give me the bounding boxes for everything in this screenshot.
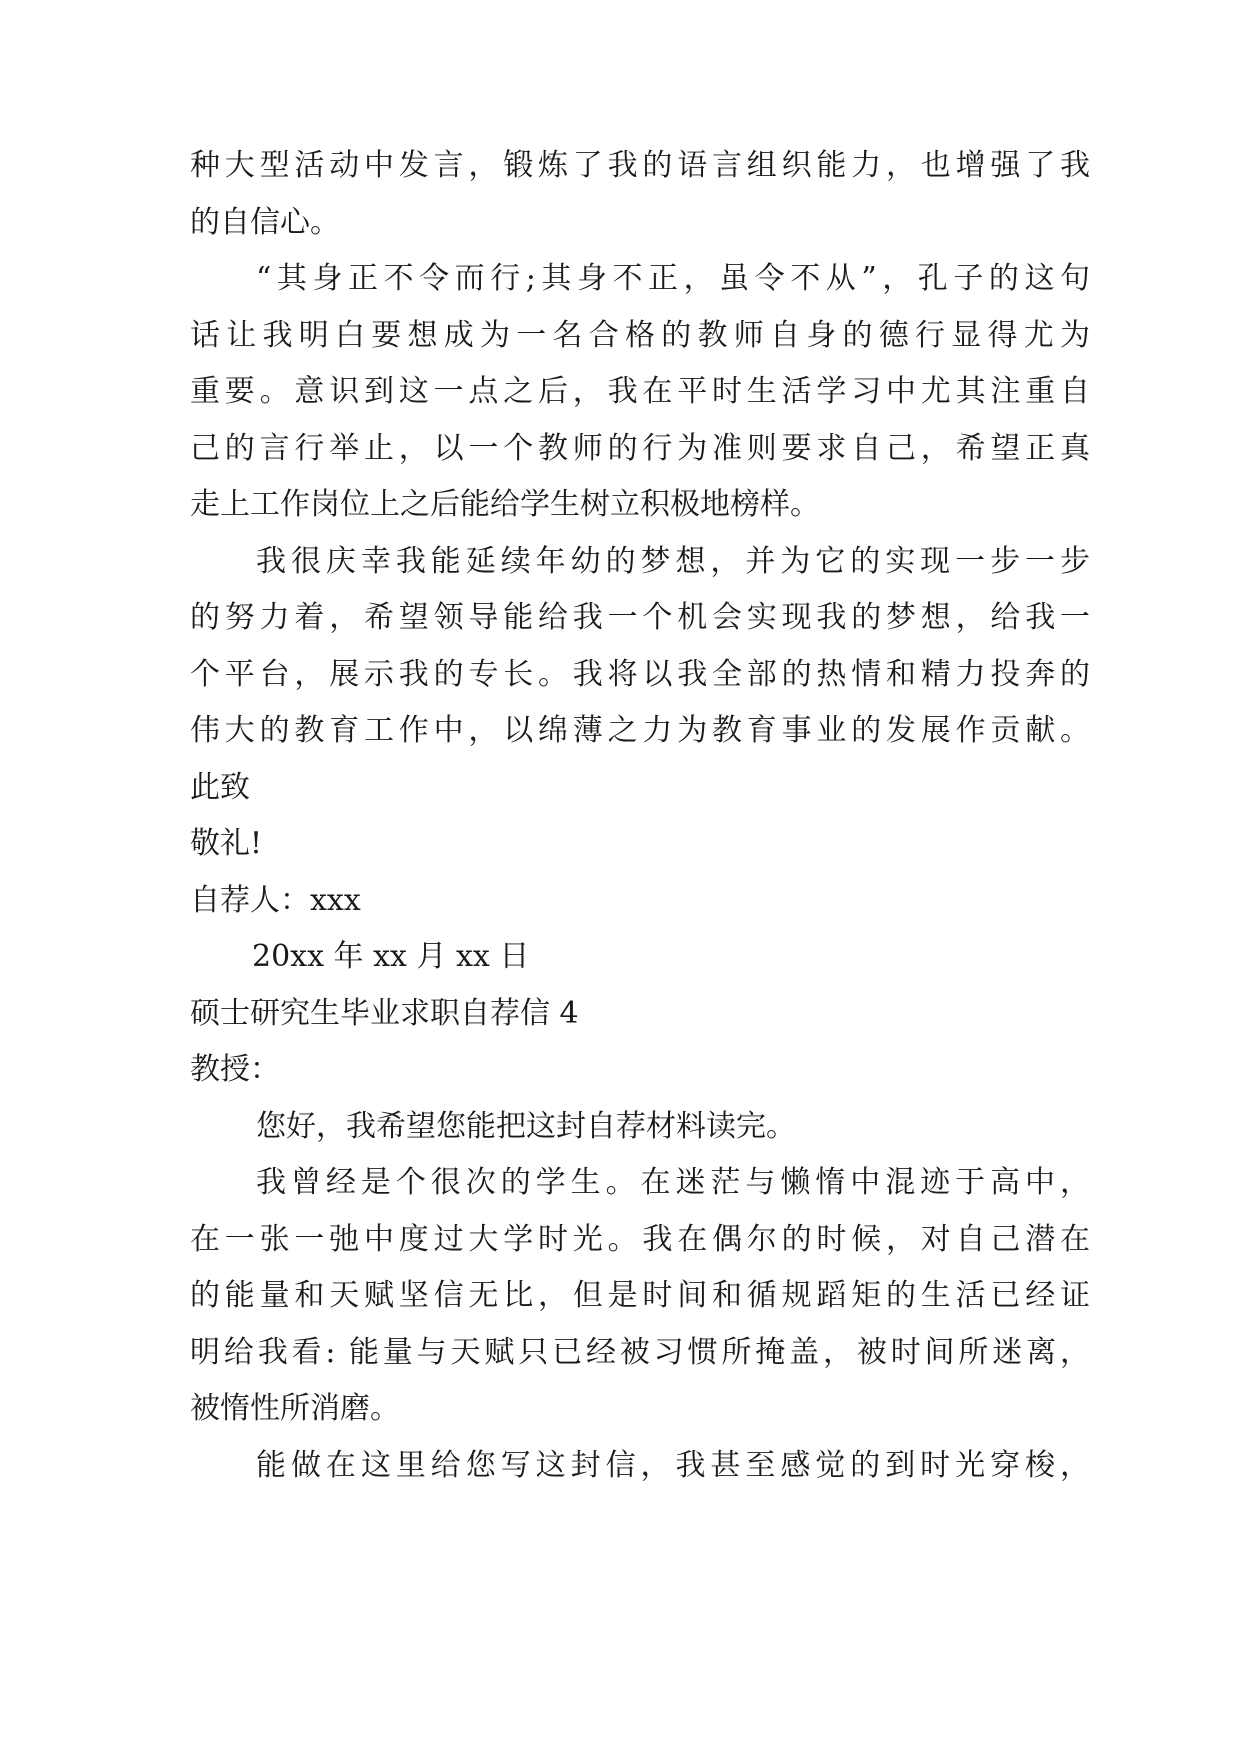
date-line: 20xx 年 xx 月 xx 日 xyxy=(252,939,530,974)
text-line-23: 被惰性所消磨。 xyxy=(190,1391,400,1426)
text-line-7: 走上工作岗位上之后能给学生树立积极地榜样。 xyxy=(190,487,820,522)
closing-line-2: 敬礼! xyxy=(190,826,263,861)
text-line-8: 我很庆幸我能延续年幼的梦想，并为它的实现一步一步 xyxy=(256,544,1090,579)
closing-line-1: 此致 xyxy=(190,770,250,805)
text-line-18: 您好，我希望您能把这封自荐材料读完。 xyxy=(256,1109,796,1144)
text-line-19: 我曾经是个很次的学生。在迷茫与懒惰中混迹于高中， xyxy=(256,1165,1090,1200)
text-line-20: 在一张一弛中度过大学时光。我在偶尔的时候，对自己潜在 xyxy=(190,1222,1090,1257)
text-line-24: 能做在这里给您写这封信，我甚至感觉的到时光穿梭， xyxy=(256,1448,1090,1483)
text-line-3: “其身正不令而行;其身不正，虽令不从”，孔子的这句 xyxy=(256,261,1090,296)
text-line-5: 重要。意识到这一点之后，我在平时生活学习中尤其注重自 xyxy=(190,374,1090,409)
salutation: 教授： xyxy=(190,1052,280,1087)
text-line-1: 种大型活动中发言，锻炼了我的语言组织能力，也增强了我 xyxy=(190,148,1090,183)
signature-line: 自荐人：xxx xyxy=(190,883,361,918)
text-line-2: 的自信心。 xyxy=(190,205,340,240)
text-line-6: 己的言行举止，以一个教师的行为准则要求自己，希望正真 xyxy=(190,431,1090,466)
text-line-10: 个平台，展示我的专长。我将以我全部的热情和精力投奔的 xyxy=(190,657,1090,692)
text-line-11: 伟大的教育工作中，以绵薄之力为教育事业的发展作贡献。 xyxy=(190,713,1090,748)
text-line-21: 的能量和天赋坚信无比，但是时间和循规蹈矩的生活已经证 xyxy=(190,1278,1090,1313)
section-title: 硕士研究生毕业求职自荐信 4 xyxy=(190,996,579,1031)
text-line-9: 的努力着，希望领导能给我一个机会实现我的梦想，给我一 xyxy=(190,600,1090,635)
text-line-4: 话让我明白要想成为一名合格的教师自身的德行显得尤为 xyxy=(190,318,1090,353)
text-line-22: 明给我看: 能量与天赋只已经被习惯所掩盖，被时间所迷离， xyxy=(190,1335,1090,1370)
